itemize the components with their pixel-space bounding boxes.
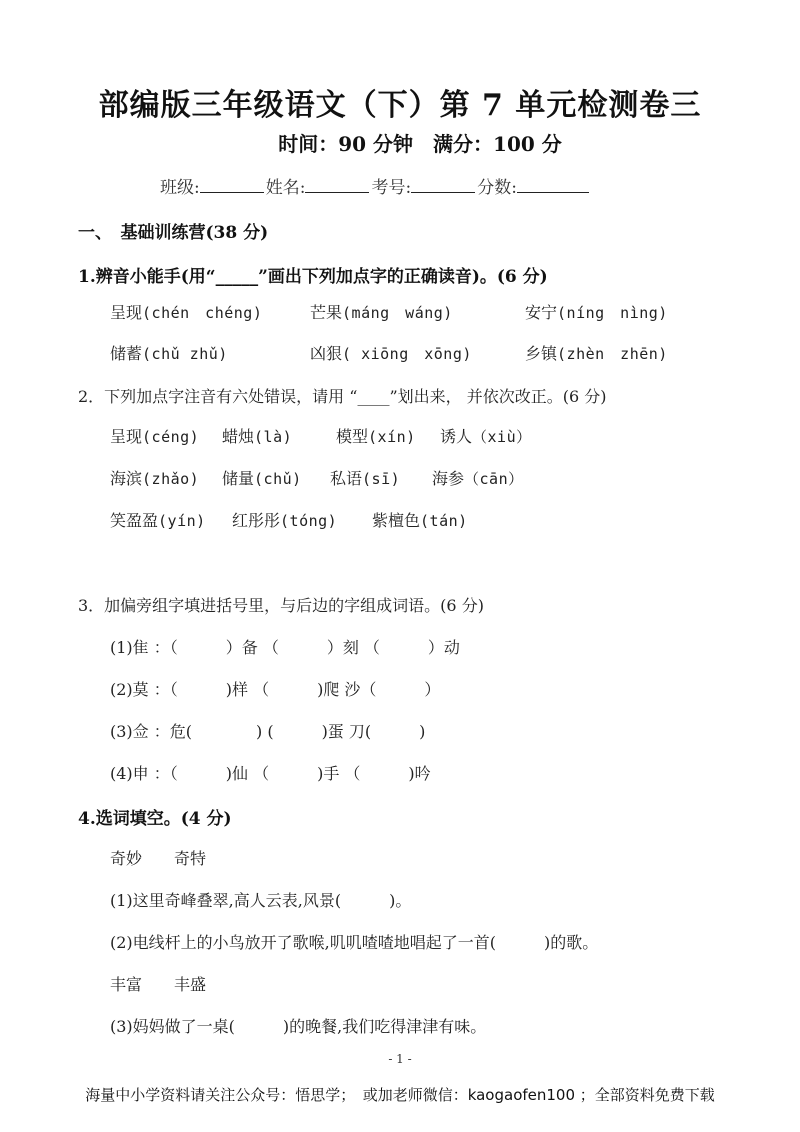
q2-word: 笑盈盈 bbox=[110, 511, 159, 530]
number-label: 考号: bbox=[371, 178, 412, 198]
q3-row: (3)佥 ：危( ) ( )蛋 刀( ) bbox=[110, 722, 426, 741]
q2-word: 私语 bbox=[330, 469, 363, 488]
q1-word: 芒果 bbox=[310, 303, 343, 322]
q3-row: (1)隹 ：（ ）备 （ ）刻 （ ）动 bbox=[110, 638, 460, 657]
q1-pinyin: (chén chéng) bbox=[142, 304, 263, 322]
score-label: 分数: bbox=[477, 178, 517, 198]
q2-item bbox=[336, 424, 416, 447]
q1-item bbox=[310, 300, 453, 323]
q2-item bbox=[222, 466, 302, 489]
q2-pinyin: (sī) bbox=[362, 470, 401, 488]
q2-pinyin: (chǔ) bbox=[254, 470, 302, 488]
name-blank bbox=[305, 176, 369, 193]
q2-pinyin: (xín) bbox=[368, 428, 416, 446]
q2-pinyin: （cān） bbox=[464, 470, 524, 488]
q2-word: 海滨 bbox=[110, 469, 143, 488]
q1-word: 储蓄 bbox=[110, 344, 143, 363]
q2-word: 蜡烛 bbox=[222, 427, 255, 446]
q2-pinyin: （xiù） bbox=[472, 428, 532, 446]
question-2-title: 2．下列加点字注音有六处错误，请用 “____”划出来， 并依次改正。(6 分) bbox=[78, 387, 607, 406]
q2-item bbox=[232, 508, 337, 531]
q2-word: 诱人 bbox=[440, 427, 473, 446]
q3-row: (2)莫 ：（ )样 （ )爬 沙（ ） bbox=[110, 680, 441, 699]
q1-word: 乡镇 bbox=[525, 344, 558, 363]
q4-sentence: (1)这里奇峰叠翠,高人云表,风景( )。 bbox=[110, 891, 412, 910]
q1-item bbox=[110, 341, 228, 364]
q2-item bbox=[372, 508, 468, 531]
q1-word: 安宁 bbox=[525, 303, 558, 322]
q1-pinyin: (máng wáng) bbox=[342, 304, 453, 322]
q2-item bbox=[222, 424, 292, 447]
q4-word-choices: 丰富 丰盛 bbox=[110, 975, 207, 994]
q1-pinyin: (zhèn zhēn) bbox=[557, 345, 668, 363]
page-title: 部编版三年级语文（下）第 7 单元检测卷三 bbox=[98, 88, 702, 123]
question-3-title: 3．加偏旁组字填进括号里，与后边的字组成词语。(6 分) bbox=[78, 596, 484, 615]
q4-word-choices: 奇妙 奇特 bbox=[110, 849, 207, 868]
q4-sentence: (3)妈妈做了一桌( )的晚餐,我们吃得津津有味。 bbox=[110, 1017, 487, 1036]
q2-pinyin: (céng) bbox=[142, 428, 200, 446]
q1-pinyin: ( xiōng xōng) bbox=[342, 345, 472, 363]
q2-word: 红彤彤 bbox=[232, 511, 281, 530]
q1-pinyin: (chǔ zhǔ) bbox=[142, 345, 228, 363]
q2-pinyin: (tán) bbox=[420, 512, 468, 530]
q2-pinyin: (yín) bbox=[158, 512, 206, 530]
q2-pinyin: (là) bbox=[254, 428, 293, 446]
page-number: - 1 - bbox=[388, 1052, 412, 1066]
score-blank bbox=[517, 176, 589, 193]
q4-sentence: (2)电线杆上的小鸟放开了歌喉,叽叽喳喳地唱起了一首( )的歌。 bbox=[110, 933, 599, 952]
footer-note: 海量中小学资料请关注公众号：悟思学； 或加老师微信：kaogaofen100 ；全部资料免费下载 bbox=[85, 1086, 715, 1104]
q2-item bbox=[432, 466, 524, 489]
q1-item bbox=[310, 341, 472, 364]
q2-item bbox=[110, 424, 199, 447]
q1-word: 凶狠 bbox=[310, 344, 343, 363]
class-blank bbox=[200, 176, 264, 193]
q1-word: 呈现 bbox=[110, 303, 143, 322]
q2-word: 海参 bbox=[432, 469, 465, 488]
q2-pinyin: (tóng) bbox=[280, 512, 338, 530]
class-label: 班级: bbox=[160, 178, 200, 198]
q1-item bbox=[525, 300, 668, 323]
q1-pinyin: (níng nìng) bbox=[557, 304, 668, 322]
section-heading: 一、 基础训练营(38 分) bbox=[78, 223, 269, 243]
q2-word: 模型 bbox=[336, 427, 369, 446]
number-blank bbox=[411, 176, 475, 193]
q1-item bbox=[110, 300, 262, 323]
q2-item bbox=[440, 424, 532, 447]
q2-word: 紫檀色 bbox=[372, 511, 421, 530]
name-label: 姓名: bbox=[265, 178, 306, 198]
q3-row: (4)申 ：（ )仙 （ )手 （ )吟 bbox=[110, 764, 431, 783]
q2-item bbox=[110, 466, 199, 489]
q2-pinyin: (zhǎo) bbox=[142, 470, 200, 488]
question-1-title: 1.辨音小能手(用“_____”画出下列加点字的正确读音)。(6 分) bbox=[78, 267, 548, 287]
q2-item bbox=[330, 466, 400, 489]
q2-word: 呈现 bbox=[110, 427, 143, 446]
exam-time-score: 时间：90 分钟 满分：100 分 bbox=[278, 132, 562, 156]
question-4-title: 4.选词填空。(4 分) bbox=[78, 809, 232, 829]
student-info-line bbox=[160, 173, 591, 198]
q1-item bbox=[525, 341, 668, 364]
q2-item bbox=[110, 508, 206, 531]
q2-word: 储量 bbox=[222, 469, 255, 488]
